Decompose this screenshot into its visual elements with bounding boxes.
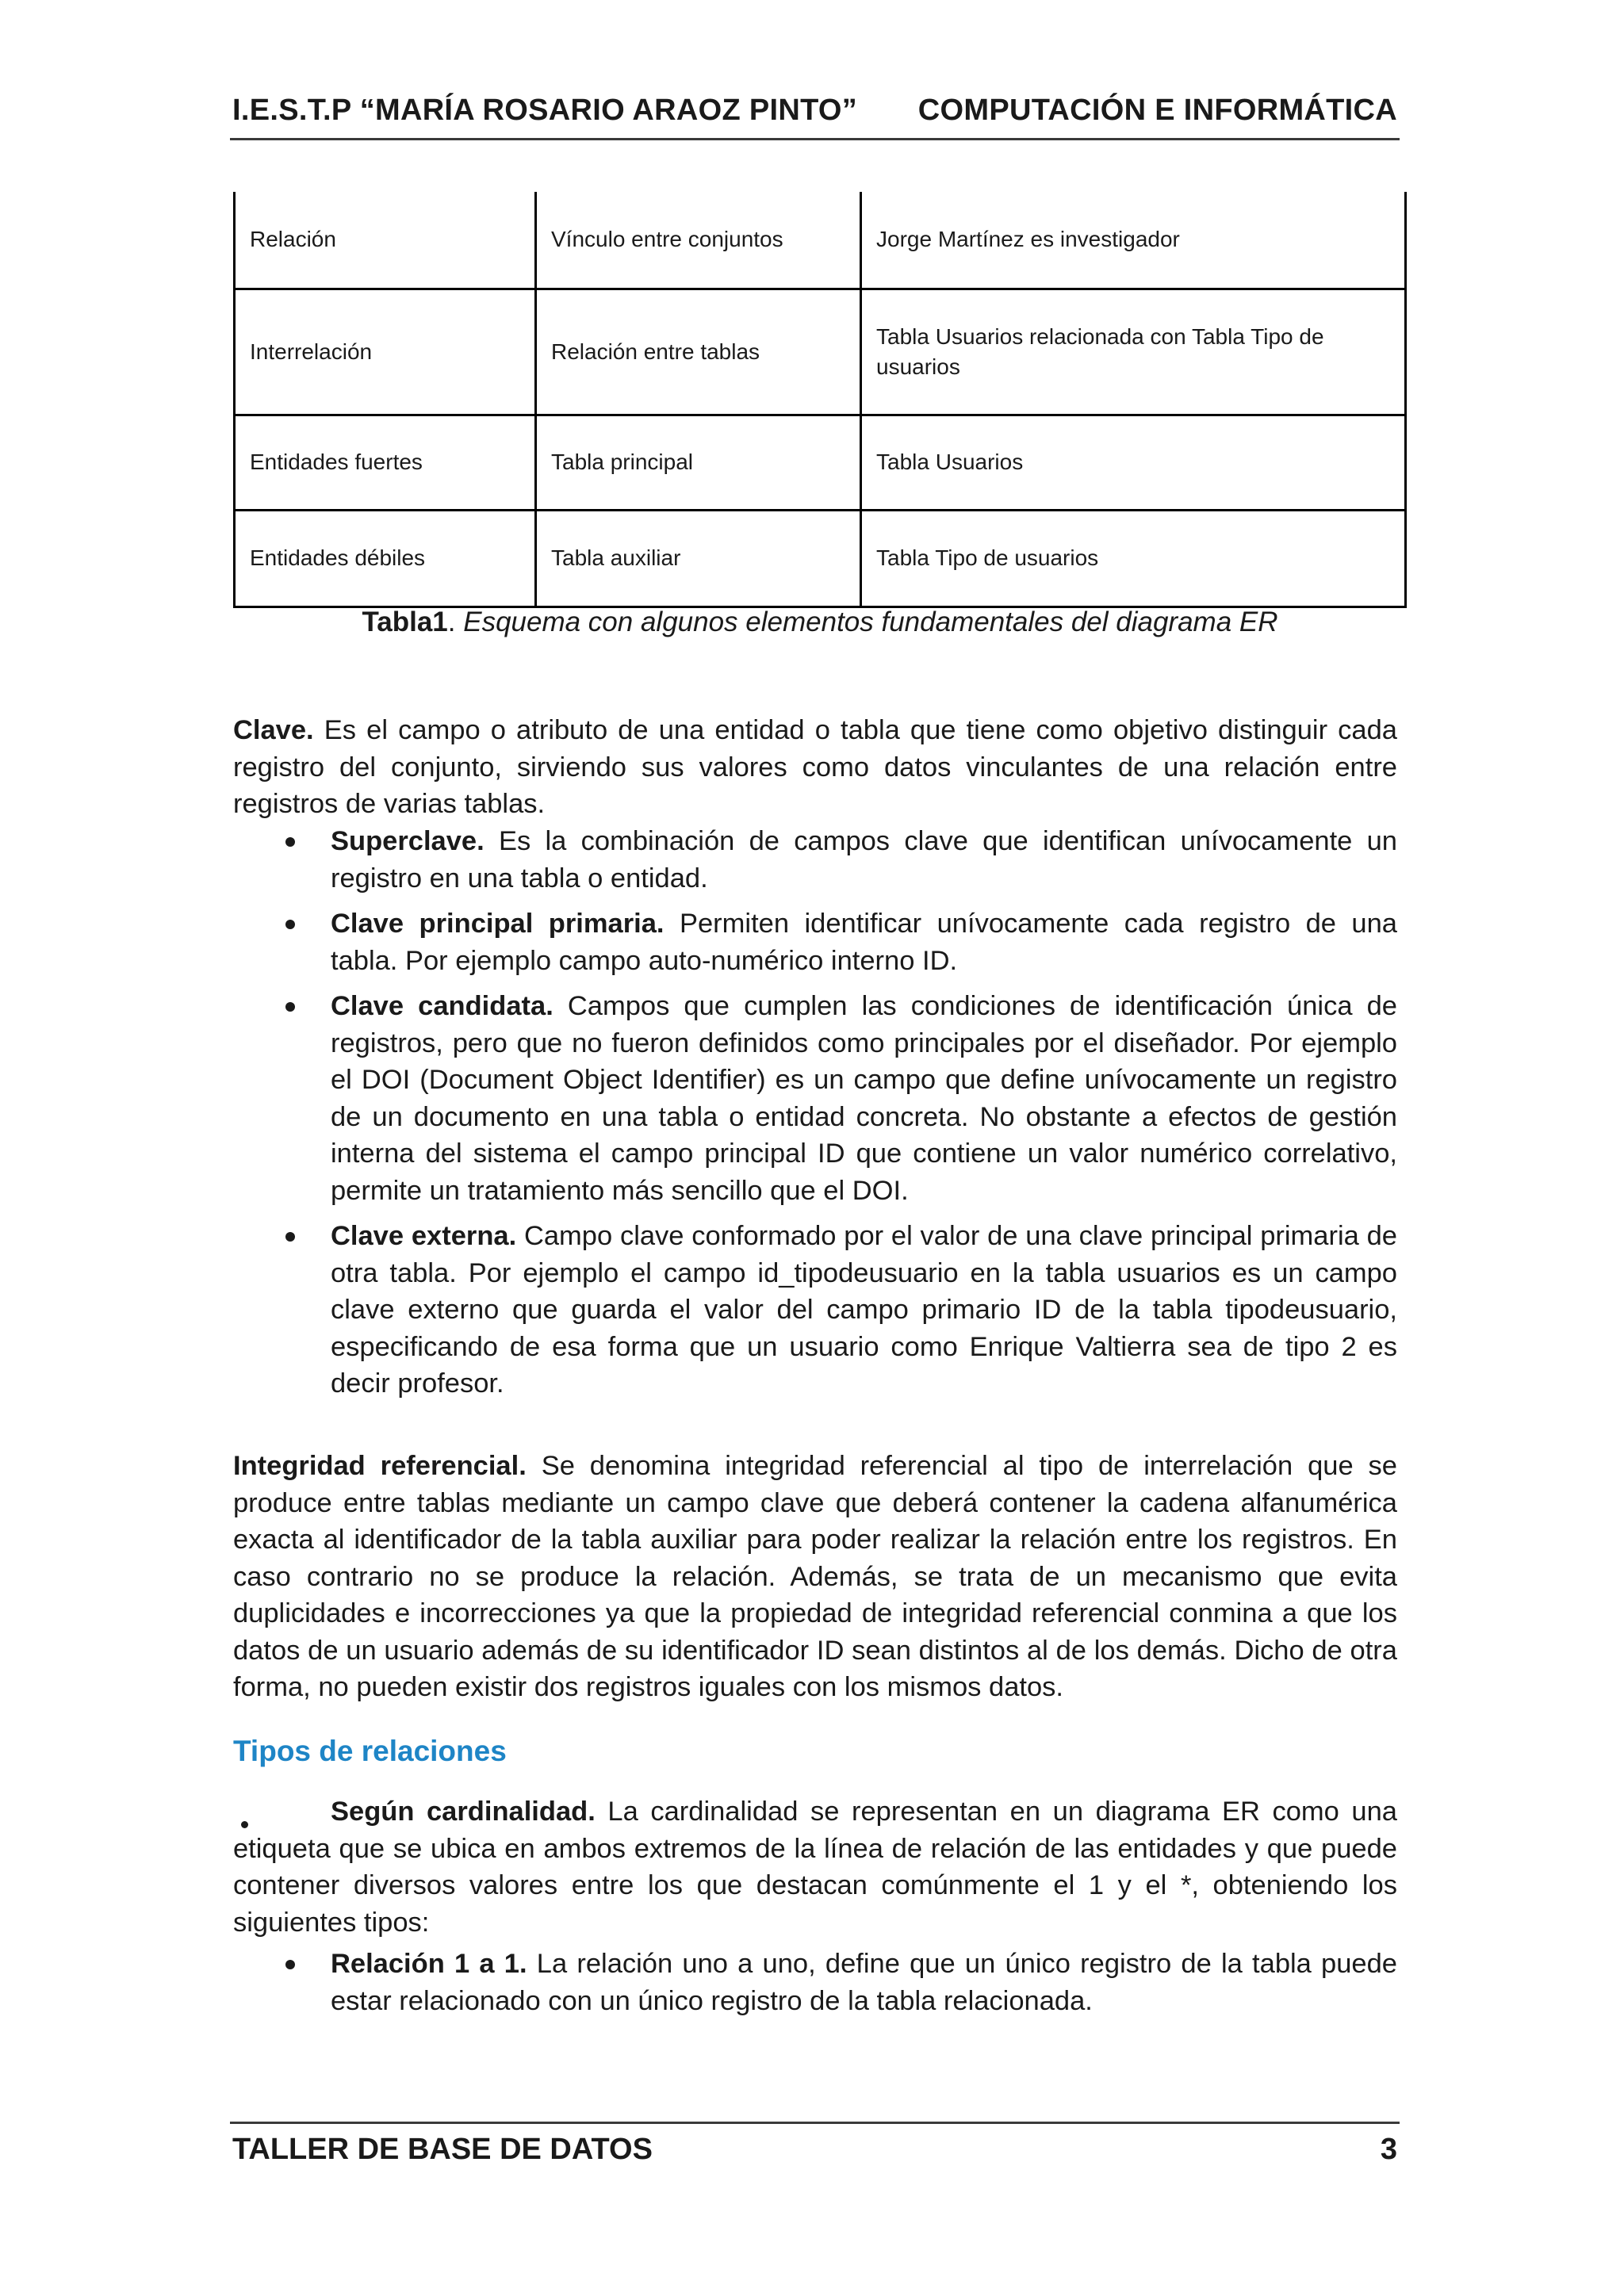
clave-term: Clave.: [233, 715, 314, 745]
list-item: [233, 1946, 1397, 2019]
list-item: [233, 823, 1397, 897]
table-cell: Entidades débiles: [235, 510, 536, 607]
table-row: [235, 192, 1406, 289]
footer-course: TALLER DE BASE DE DATOS: [232, 2133, 653, 2166]
table-caption: Tabla1. Esquema con algunos elementos fundamentales del diagrama ER: [362, 607, 1278, 637]
list-item-text: La relación uno a uno, define que un único registro de la tabla puede estar relacionado con un único registro de la tabla relacionada.: [331, 1949, 1397, 2016]
integridad-term: Integridad referencial.: [233, 1451, 527, 1481]
caption-label: Tabla1: [362, 607, 448, 637]
header-institution: I.E.S.T.P “MARÍA ROSARIO ARAOZ PINTO”: [232, 94, 858, 127]
table-cell: Relación entre tablas: [536, 289, 861, 415]
integridad-paragraph: [233, 1448, 1397, 1706]
header-department: COMPUTACIÓN E INFORMÁTICA: [917, 94, 1397, 127]
list-item-term: Relación 1 a 1.: [331, 1949, 527, 1979]
list-item-term: Clave principal primaria.: [331, 909, 665, 939]
list-item-text: Permiten identificar unívocamente cada registro de una tabla. Por ejemplo campo auto-numérico interno ID.: [331, 909, 1397, 976]
bullet-icon: [285, 920, 295, 929]
table-row: [235, 289, 1406, 415]
table-cell: Interrelación: [235, 289, 536, 415]
integridad-text: Se denomina integridad referencial al tipo de interrelación que se produce entre tablas mediante un campo clave que deberá contener la cadena alfanumérica exacta al identificador de la tabla auxiliar para poder realizar la relación entre los registros. En caso contrario no se produce la relación. Además, se trata de un mecanismo que evita duplicidades e incorrecciones ya que la propiedad de integridad referencial conmina a que los datos de un usuario además de su identificador ID sean distintos al de los demás. Dicho de otra forma, no pueden existir dos registros iguales con los mismos datos.: [233, 1451, 1397, 1702]
table-cell: Relación: [235, 192, 536, 289]
bullet-icon: [285, 1232, 295, 1242]
bullet-icon: [285, 1960, 295, 1969]
list-item: [233, 988, 1397, 1209]
list-item: [233, 905, 1397, 979]
page-header: [232, 94, 1397, 128]
cardinalidad-term: Según cardinalidad.: [331, 1797, 596, 1827]
clave-text: Es el campo o atributo de una entidad o tabla que tiene como objetivo distinguir cada registro del conjunto, sirviendo sus valores como datos vinculantes de una relación entre registros de varias tablas.: [233, 715, 1397, 819]
table-cell: Entidades fuertes: [235, 415, 536, 510]
cardinalidad-paragraph: [233, 1793, 1397, 1941]
table-row: [235, 415, 1406, 510]
relation-types-list: [233, 1946, 1397, 2028]
list-item-term: Clave externa.: [331, 1221, 517, 1251]
page-number: 3: [1380, 2133, 1397, 2166]
list-item-text: Es la combinación de campos clave que identifican unívocamente un registro en una tabla o entidad.: [331, 826, 1397, 894]
caption-text: Esquema con algunos elementos fundamentales del diagrama ER: [463, 607, 1278, 637]
clave-paragraph: [233, 712, 1397, 823]
page-footer: [232, 2133, 1397, 2167]
list-item-term: Superclave.: [331, 826, 485, 856]
header-rule: [230, 138, 1400, 140]
list-item-text: Campos que cumplen las condiciones de identificación única de registros, pero que no fueron definidos como principales por el diseñador. Por ejemplo el DOI (Document Object Identifier) es un campo que define unívocamente un registro de un documento en una tabla o entidad concreta. No obstante a efectos de gestión interna del sistema el campo principal ID que contiene un valor numérico correlativo, permite un tratamiento más sencillo que el DOI.: [331, 991, 1397, 1206]
list-item-term: Clave candidata.: [331, 991, 553, 1021]
list-item-text: Campo clave conformado por el valor de una clave principal primaria de otra tabla. Por ejemplo el campo id_tipodeusuario en la tabla usuarios es un campo clave externo que guarda el valor del campo primario ID de la tabla tipodeusuario, especificando de esa forma que un usuario como Enrique Valtierra sea de tipo 2 es decir profesor.: [331, 1221, 1397, 1399]
table-cell: Tabla Usuarios relacionada con Tabla Tipo de usuarios: [861, 289, 1406, 415]
clave-types-list: [233, 823, 1397, 1411]
table-cell: Tabla Tipo de usuarios: [861, 510, 1406, 607]
footer-rule: [230, 2122, 1400, 2124]
table-cell: Vínculo entre conjuntos: [536, 192, 861, 289]
list-item: [233, 1218, 1397, 1402]
table-cell: Jorge Martínez es investigador: [861, 192, 1406, 289]
bullet-icon: [285, 1002, 295, 1012]
table-row: [235, 510, 1406, 607]
table-cell: Tabla principal: [536, 415, 861, 510]
section-heading: Tipos de relaciones: [233, 1735, 507, 1767]
bullet-icon: [285, 837, 295, 847]
table-cell: Tabla auxiliar: [536, 510, 861, 607]
er-elements-table: [233, 192, 1407, 608]
cardinalidad-text: La cardinalidad se representan en un diagrama ER como una etiqueta que se ubica en ambos extremos de la línea de relación de las entidades y que puede contener diversos valores entre los que destacan comúnmente el 1 y el *, obteniendo los siguientes tipos:: [233, 1797, 1397, 1938]
table-cell: Tabla Usuarios: [861, 415, 1406, 510]
